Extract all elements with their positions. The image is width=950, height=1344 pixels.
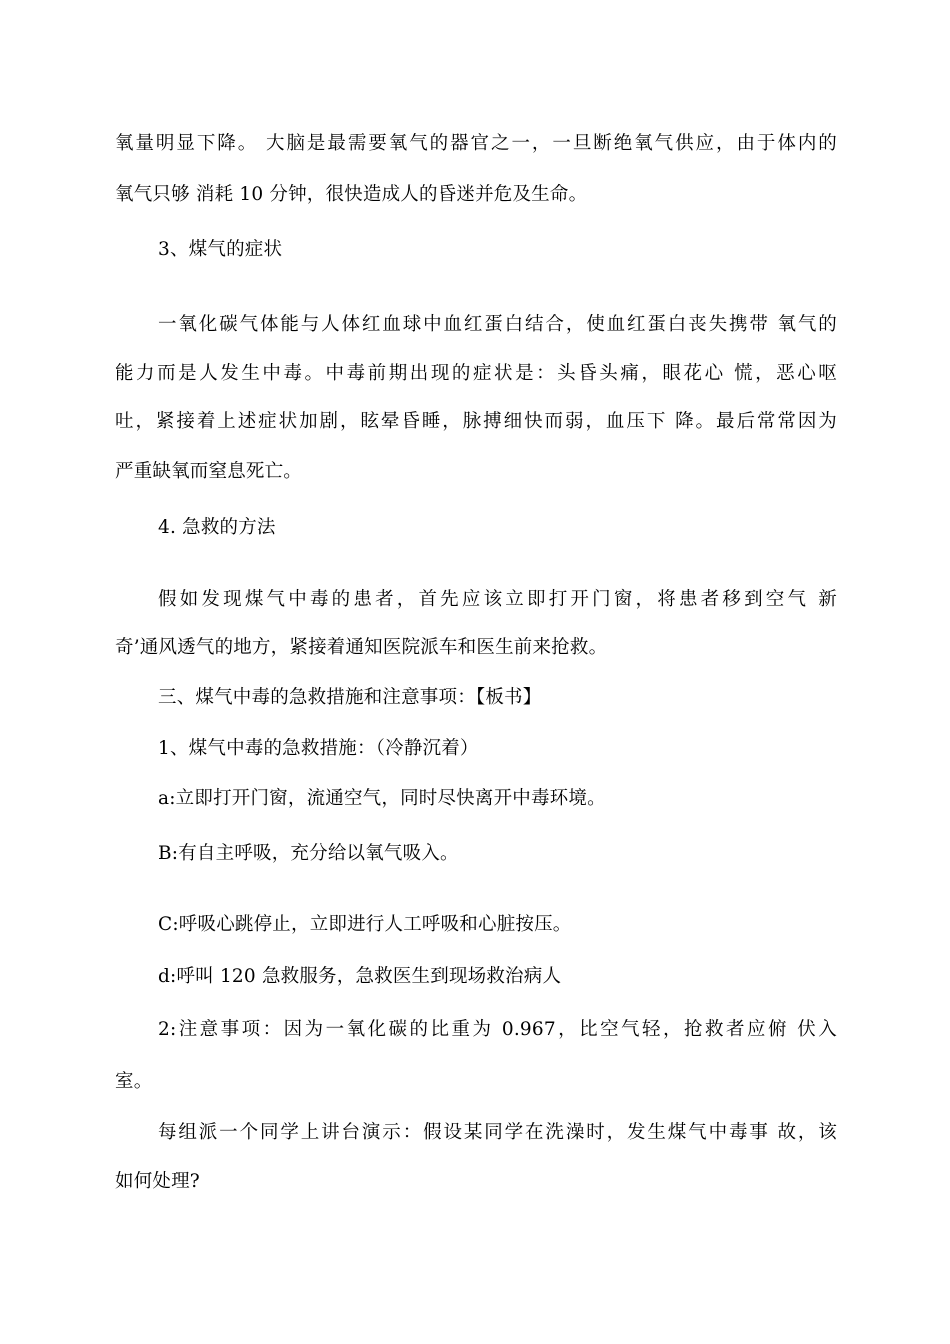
paragraph-line: 氧量明显下降。 大脑是最需要氧气的器官之一，一旦断绝氧气供应，由于体内的 xyxy=(115,133,837,154)
paragraph-line: 2:注意事项：因为一氧化碳的比重为 0.967，比空气轻，抢救者应俯 伏入 xyxy=(158,1019,837,1040)
paragraph-line: 如何处理? xyxy=(115,1171,200,1192)
paragraph-line: 每组派一个同学上讲台演示：假设某同学在洗澡时，发生煤气中毒事 故，该 xyxy=(158,1122,837,1143)
section-heading: 4. 急救的方法 xyxy=(158,517,276,538)
paragraph-line: 能力而是人发生中毒。中毒前期出现的症状是：头昏头痛，眼花心 慌，恶心呕 xyxy=(115,363,837,384)
section-heading: 3、煤气的症状 xyxy=(158,239,283,260)
list-item: a:立即打开门窗，流通空气，同时尽快离开中毒环境。 xyxy=(158,788,606,809)
paragraph-line: 严重缺氧而窒息死亡。 xyxy=(115,461,303,482)
paragraph-line: 室。 xyxy=(115,1071,153,1092)
section-heading: 三、煤气中毒的急救措施和注意事项：【板书】 xyxy=(158,687,542,708)
paragraph-line: 奇’通风透气的地方，紧接着通知医院派车和医生前来抢救。 xyxy=(115,637,608,658)
subsection-heading: 1、煤气中毒的急救措施：（冷静沉着） xyxy=(158,738,479,759)
list-item: C:呼吸心跳停止，立即进行人工呼吸和心脏按压。 xyxy=(158,914,572,935)
list-item: B:有自主呼吸，充分给以氧气吸入。 xyxy=(158,843,459,864)
list-item: d:呼叫 120 急救服务，急救医生到现场救治病人 xyxy=(158,966,562,987)
paragraph-line: 假如发现煤气中毒的患者，首先应该立即打开门窗，将患者移到空气 新 xyxy=(158,589,837,610)
paragraph-line: 一氧化碳气体能与人体红血球中血红蛋白结合，使血红蛋白丧失携带 氧气的 xyxy=(158,314,837,335)
paragraph-line: 氧气只够 消耗 10 分钟，很快造成人的昏迷并危及生命。 xyxy=(115,184,588,205)
paragraph-line: 吐，紧接着上述症状加剧，眩晕昏睡，脉搏细快而弱，血压下 降。最后常常因为 xyxy=(115,411,837,432)
